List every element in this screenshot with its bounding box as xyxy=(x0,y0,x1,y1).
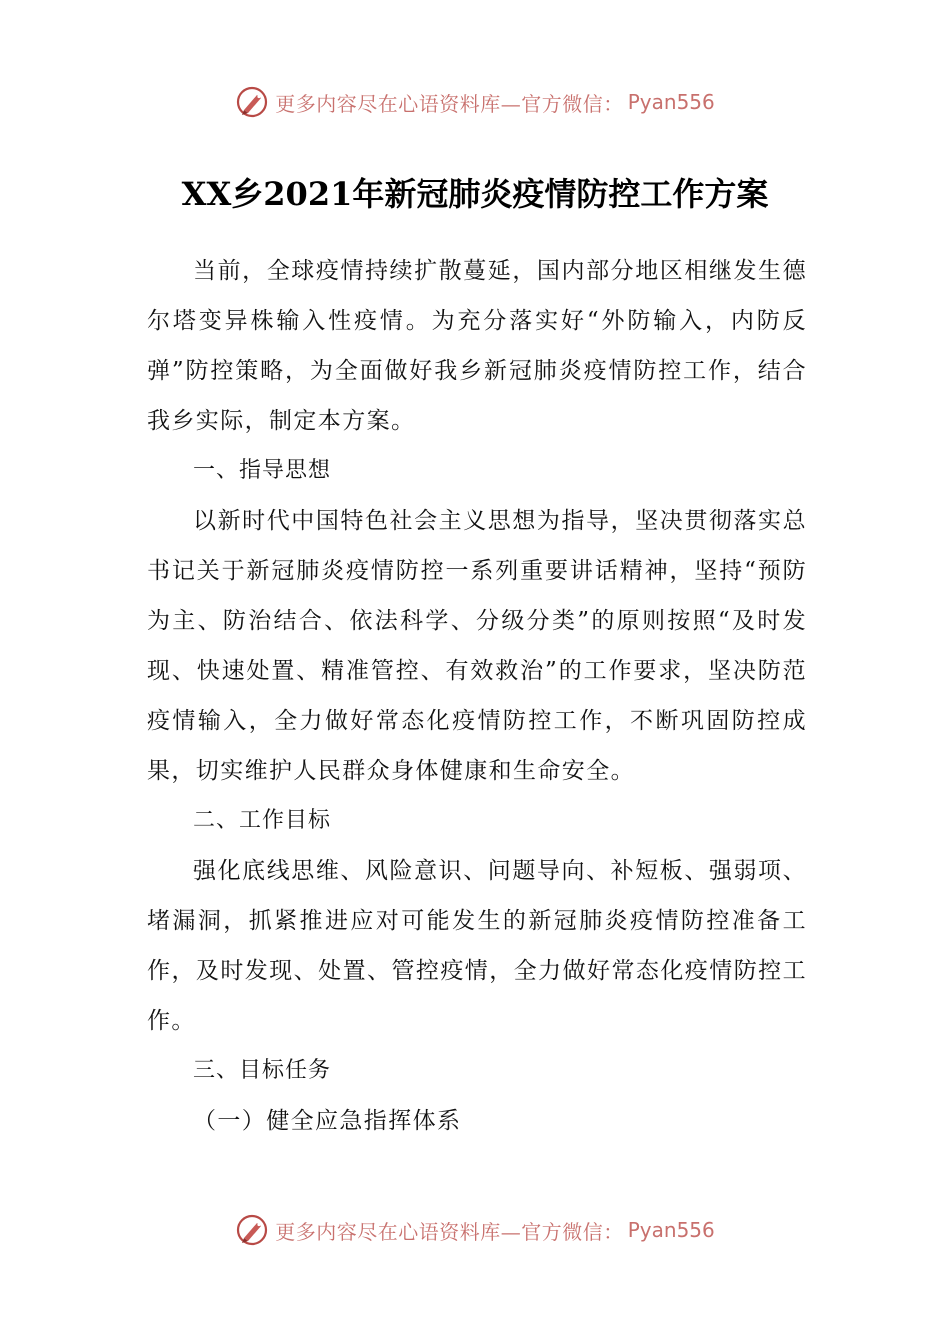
watermark-text: 更多内容尽在心语资料库—官方微信： xyxy=(275,91,624,116)
section-paragraph: 以新时代中国特色社会主义思想为指导，坚决贯彻落实总书记关于新冠肺炎疫情防控一系列重要讲话精神，坚持“预防为主、防治结合、依法科学、分级分类”的原则按照“及时发现、快速处置、精准管控、有效救治”的工作要求，坚决防范疫情输入，全力做好常态化疫情防控工作，不断巩固防控成果，切实维护人民群众身体健康和生命安全。 xyxy=(147,508,807,784)
watermark-header xyxy=(0,82,950,122)
section-heading: 二、工作目标 xyxy=(193,808,332,833)
document-title: XX乡2021年新冠肺炎疫情防控工作方案 xyxy=(181,175,769,213)
watermark-footer xyxy=(0,1210,950,1250)
intro-paragraph: 当前，全球疫情持续扩散蔓延，国内部分地区相继发生德尔塔变异株输入性疫情。为充分落实好“外防输入，内防反弹”防控策略，为全面做好我乡新冠肺炎疫情防控工作，结合我乡实际，制定本方案。 xyxy=(147,258,807,434)
section-heading: 三、目标任务 xyxy=(193,1058,332,1083)
pen-logo-icon xyxy=(235,1213,269,1247)
document-body xyxy=(147,246,807,1146)
watermark-text: 更多内容尽在心语资料库—官方微信： xyxy=(275,1219,624,1244)
watermark-wechat-handle: Pyan556 xyxy=(627,1218,715,1242)
pen-logo-icon xyxy=(235,85,269,119)
section-subheading: （一）健全应急指挥体系 xyxy=(193,1108,462,1134)
watermark-wechat-handle: Pyan556 xyxy=(627,90,715,114)
section-heading: 一、指导思想 xyxy=(193,458,332,483)
section-paragraph: 强化底线思维、风险意识、问题导向、补短板、强弱项、堵漏洞，抓紧推进应对可能发生的新冠肺炎疫情防控准备工作，及时发现、处置、管控疫情，全力做好常态化疫情防控工作。 xyxy=(147,858,807,1034)
